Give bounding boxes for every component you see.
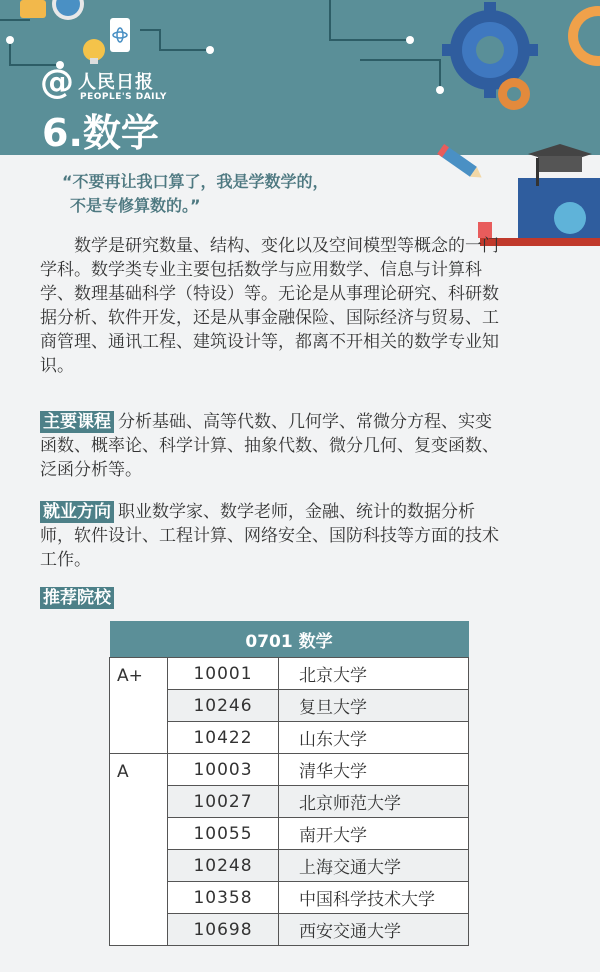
school-name-cell: 复旦大学 <box>279 690 469 722</box>
careers-section <box>40 500 500 572</box>
careers-text: 职业数学家、数学老师，金融、统计的数据分析师，软件设计、工程计算、网络安全、国防科技等方面的技术工作。 <box>40 502 499 570</box>
table-title: 0701 数学 <box>110 621 469 658</box>
brand-at-symbol: @ <box>40 62 74 102</box>
lightbulb-icon <box>83 39 105 64</box>
school-name-cell: 上海交通大学 <box>279 850 469 882</box>
table-row <box>110 754 469 786</box>
gear-icon <box>498 78 530 110</box>
code-cell: 10003 <box>168 754 279 786</box>
school-name-cell: 北京师范大学 <box>279 786 469 818</box>
table-row <box>110 658 469 690</box>
school-name-cell: 西安交通大学 <box>279 914 469 946</box>
schools-table <box>109 621 469 946</box>
code-cell: 10027 <box>168 786 279 818</box>
code-cell: 10246 <box>168 690 279 722</box>
pencil-icon <box>437 144 485 183</box>
schools-section <box>40 586 500 610</box>
grade-cell: A+ <box>110 658 168 754</box>
courses-label: 主要课程 <box>40 411 114 433</box>
page-title: 6.数学 <box>42 111 159 155</box>
courses-section <box>40 410 500 482</box>
globe-icon <box>554 202 586 234</box>
code-cell: 10358 <box>168 882 279 914</box>
pencil-icon <box>20 0 46 18</box>
code-cell: 10055 <box>168 818 279 850</box>
intro-text: 数学是研究数量、结构、变化以及空间模型等概念的一门学科。数学类专业主要包括数学与应用数学、信息与计算科学、数理基础科学（特设）等。无论是从事理论研究、科研数据分析、软件开发，还是从事金融保险、国际经济与贸易、工商管理、通讯工程、建筑设计等，都离不开相关的数学专业知识。 <box>40 236 499 376</box>
code-cell: 10698 <box>168 914 279 946</box>
brand-name: 人民日报 <box>78 72 154 93</box>
school-name-cell: 南开大学 <box>279 818 469 850</box>
schools-label: 推荐院校 <box>40 587 114 609</box>
globe-icon <box>52 0 84 20</box>
grade-cell: A <box>110 754 168 946</box>
quote-line: 不是专修算数的。” <box>70 196 201 215</box>
quote-line: “不要再让我口算了，我是学数学的， <box>62 172 329 191</box>
school-name-cell: 中国科学技术大学 <box>279 882 469 914</box>
school-name-cell: 北京大学 <box>279 658 469 690</box>
intro-paragraph <box>40 234 510 378</box>
brand-subtitle: PEOPLE'S DAILY <box>80 92 167 102</box>
code-cell: 10422 <box>168 722 279 754</box>
gear-icon <box>568 6 600 66</box>
courses-text: 分析基础、高等代数、几何学、常微分方程、实变函数、概率论、科学计算、抽象代数、微分几何、复变函数、泛函分析等。 <box>40 412 499 480</box>
careers-label: 就业方向 <box>40 501 114 523</box>
school-name-cell: 清华大学 <box>279 754 469 786</box>
code-cell: 10001 <box>168 658 279 690</box>
header-banner <box>0 0 600 155</box>
atom-icon <box>110 18 130 52</box>
code-cell: 10248 <box>168 850 279 882</box>
quote-block <box>62 170 329 218</box>
school-name-cell: 山东大学 <box>279 722 469 754</box>
